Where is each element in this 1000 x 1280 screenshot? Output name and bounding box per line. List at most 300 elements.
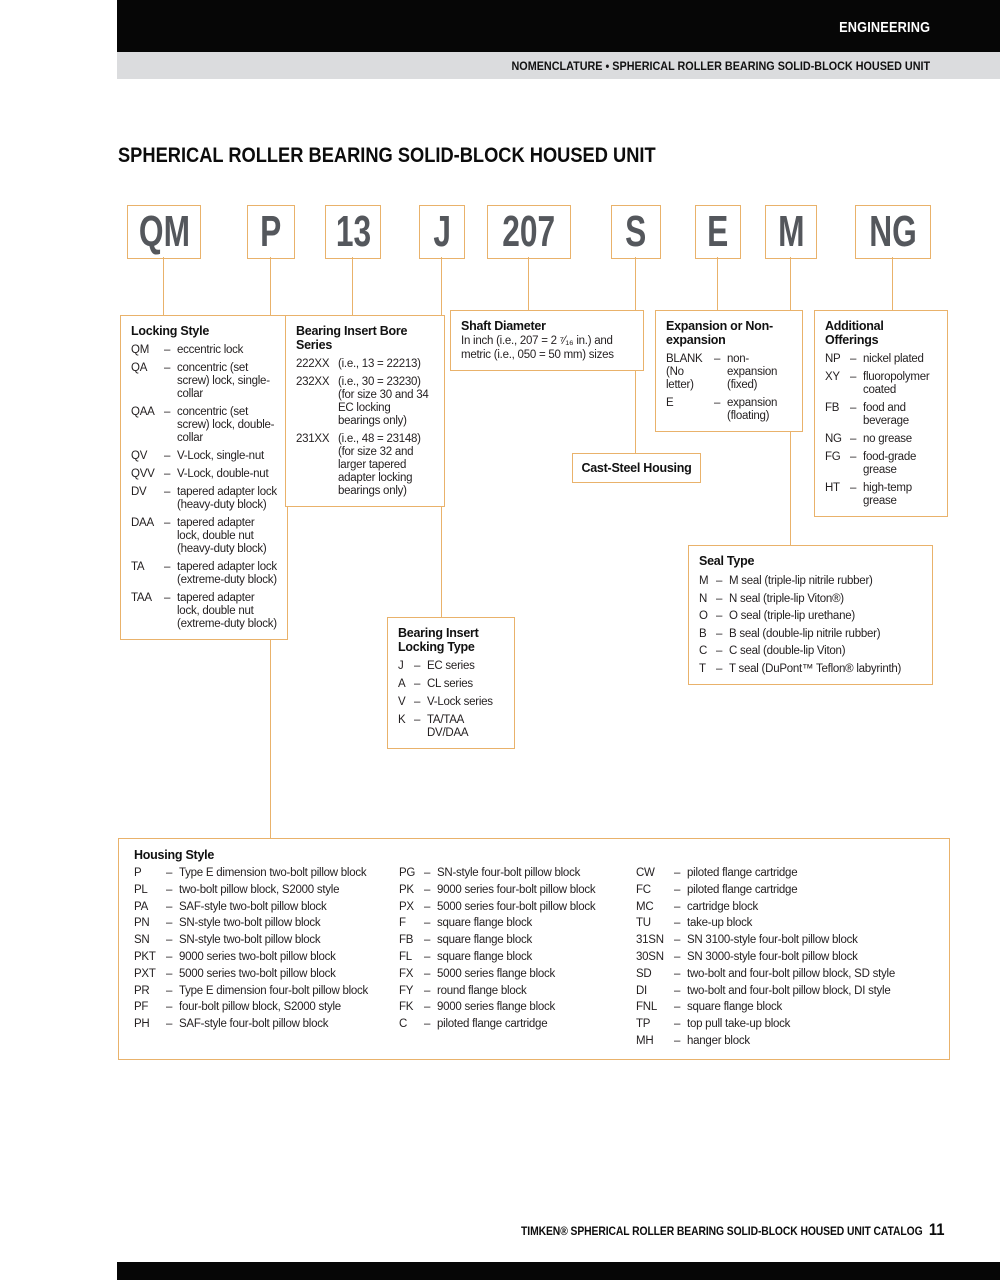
part-segment-text: M [777,207,805,256]
item-desc: SN-style two-bolt pillow block [179,934,321,947]
code-item [636,915,934,932]
item-dash: – [166,950,173,963]
item-desc: V-Lock, single-nut [177,450,264,462]
part-segment-cast-steel [611,205,661,259]
part-segment-expansion [695,205,741,259]
item-dash: – [424,900,431,913]
item-desc: square flange block [437,950,532,963]
item-dash: – [850,433,857,445]
code-item [399,966,636,983]
item-desc: tapered adapter lock (extreme-duty block) [177,561,277,586]
item-dash: – [674,883,681,896]
item-code: PX [399,900,414,913]
code-item [399,899,636,916]
item-code: 31SN [636,934,664,947]
item-code: FB [825,402,840,414]
item-dash: – [716,575,723,587]
item-dash: – [674,950,681,963]
code-item [636,949,934,966]
item-dash: – [716,592,723,605]
item-desc: V-Lock series [427,696,493,708]
bore-series-box [285,315,445,507]
item-desc: four-bolt pillow block, S2000 style [179,1001,341,1014]
item-dash: – [164,486,171,498]
seal-type-box [688,545,933,685]
item-desc: tapered adapter lock (heavy-duty block) [177,486,277,511]
code-item [134,932,399,949]
item-dash: – [850,371,857,383]
code-item [825,433,937,446]
item-desc: 9000 series flange block [437,1001,556,1014]
code-item [131,517,277,556]
item-dash: – [424,883,431,896]
shaft-diameter-box [450,310,644,371]
item-desc: TA/TAA DV/DAA [427,714,469,739]
item-desc: SN 3000-style four-bolt pillow block [687,950,858,963]
item-code: QAA [131,406,155,418]
item-code: PKT [134,950,156,963]
item-dash: – [164,450,171,462]
code-item [699,574,922,589]
item-code: SN [134,934,150,947]
bore-series-items [296,358,434,498]
additional-offerings-items [825,353,937,508]
item-dash: – [850,402,857,414]
item-code: M [699,575,709,587]
item-code: HT [825,482,840,494]
item-dash: – [716,645,723,657]
part-segment-text: NG [869,207,917,256]
item-dash: – [164,468,171,480]
item-desc: V-Lock, double-nut [177,468,269,480]
code-item [131,406,277,445]
code-item [666,353,792,392]
code-item [636,966,934,983]
item-desc: (i.e., 13 = 22213) [338,358,421,370]
item-code: J [398,660,404,672]
code-item [131,344,277,357]
item-desc: cartridge block [687,900,759,913]
page-footer [521,1221,945,1240]
item-desc: food-grade grease [863,451,917,476]
code-item [131,450,277,463]
item-dash: – [424,950,431,963]
connector-shaft-diameter [528,257,529,310]
item-code: PR [134,984,150,997]
code-item [131,362,277,401]
item-desc: expansion (floating) [727,397,778,422]
part-segment-locking-type [419,205,465,259]
code-item [398,678,504,691]
item-code: C [399,1018,408,1031]
item-code: A [398,678,406,690]
page-number: 11 [929,1221,945,1239]
locking-type-items [398,660,504,740]
bottom-banner [117,1262,1000,1280]
code-item [636,983,934,1000]
code-item [398,714,504,740]
item-code: E [666,397,674,409]
catalog-title: TIMKEN® SPHERICAL ROLLER BEARING SOLID-BLOCK HOUSED UNIT CATALOG [521,1226,923,1238]
item-desc: square flange block [437,917,532,930]
item-desc: N seal (triple-lip Viton®) [729,592,844,605]
item-code: XY [825,371,840,383]
item-code: PXT [134,967,156,980]
box-title: Expansion or Non-expansion [666,319,773,347]
item-code: MH [636,1034,654,1047]
item-desc: piloted flange cartridge [687,867,798,879]
item-code: NG [825,433,842,445]
housing-style-columns [134,865,934,1050]
locking-type-box [387,617,515,749]
breadcrumb-bar [117,52,1000,79]
item-desc: food and beverage [863,402,909,427]
cast-steel-housing-box [572,453,701,483]
item-desc: B seal (double-lip nitrile rubber) [729,627,881,640]
item-code: QM [131,344,150,356]
part-segment-shaft-diameter [487,205,571,259]
item-code: FK [399,1001,414,1014]
item-desc: C seal (double-lip Viton) [729,645,846,657]
item-code: FC [636,883,651,896]
code-item [825,451,937,477]
shaft-diameter-desc: In inch (i.e., 207 = 2 ⁷⁄₁₆ in.) and metric (i.e., 050 = 50 mm) sizes [461,335,614,361]
item-dash: – [164,561,171,573]
code-item [399,865,636,882]
code-item [399,949,636,966]
item-desc: piloted flange cartridge [687,883,798,896]
item-desc: hanger block [687,1034,750,1047]
item-desc: (i.e., 48 = 23148) (for size 32 and larger tapered adapter locking bearings only) [338,433,421,497]
code-item [134,966,399,983]
code-item [399,932,636,949]
item-desc: take-up block [687,917,753,930]
code-item [134,949,399,966]
item-code: NP [825,353,841,365]
item-code: MC [636,900,654,913]
code-item [636,999,934,1016]
item-code: 232XX [296,376,330,388]
item-code: K [398,714,406,726]
item-code: N [699,592,708,605]
item-desc: 5000 series two-bolt pillow block [179,967,336,980]
item-desc: O seal (triple-lip urethane) [729,610,855,622]
item-dash: – [424,917,431,930]
code-item [399,915,636,932]
code-item [399,999,636,1016]
item-dash: – [716,662,723,675]
item-dash: – [164,344,171,356]
item-code: PG [399,867,416,879]
item-code: P [134,867,142,879]
item-code: DI [636,984,647,997]
code-item [131,468,277,481]
part-segment-text: 13 [335,207,371,256]
code-item [699,627,922,642]
breadcrumb: NOMENCLATURE • SPHERICAL ROLLER BEARING SOLID-BLOCK HOUSED UNIT [511,59,930,73]
housing-style-col2 [399,865,636,1050]
item-desc: CL series [427,678,473,690]
item-code: C [699,645,708,657]
code-item [666,397,792,423]
item-desc: eccentric lock [177,344,244,356]
part-segment-text: S [625,207,647,256]
item-dash: – [414,696,421,708]
item-dash: – [716,610,723,622]
code-item [134,983,399,1000]
item-desc: two-bolt and four-bolt pillow block, DI style [687,984,891,997]
item-desc: M seal (triple-lip nitrile rubber) [729,575,873,587]
code-item [825,482,937,508]
item-code: B [699,627,707,640]
part-segment-text: P [260,207,282,256]
code-item [825,402,937,428]
item-desc: 9000 series two-bolt pillow block [179,950,336,963]
item-dash: – [424,1018,431,1031]
item-desc: SN-style two-bolt pillow block [179,917,321,930]
box-title: Housing Style [134,848,215,862]
item-desc: nickel plated [863,353,924,365]
item-code: DV [131,486,147,498]
item-code: 231XX [296,433,330,445]
item-code: 222XX [296,358,330,370]
item-code: TP [636,1018,651,1031]
item-desc: Type E dimension four-bolt pillow block [179,984,369,997]
item-desc: non-expansion (fixed) [727,353,778,391]
item-desc: concentric (set screw) lock, single-collar [177,362,270,400]
part-segment-locking-style [127,205,201,259]
item-desc: tapered adapter lock, double nut (heavy-duty block) [177,517,267,555]
item-desc: top pull take-up block [687,1018,791,1031]
code-item [134,899,399,916]
item-dash: – [850,353,857,365]
item-desc: concentric (set screw) lock, double-collar [177,406,275,444]
item-dash: – [674,1001,681,1014]
item-dash: – [166,867,173,879]
item-dash: – [674,867,681,879]
item-dash: – [164,517,171,529]
item-dash: – [674,934,681,947]
item-dash: – [414,714,421,726]
code-item [296,433,434,498]
code-item [825,353,937,366]
item-desc: piloted flange cartridge [437,1018,548,1031]
item-code: F [399,917,406,930]
item-desc: high-temp grease [863,482,912,507]
box-title: Additional Offerings [825,319,884,347]
item-code: O [699,610,708,622]
item-desc: 5000 series flange block [437,967,556,980]
connector-additional [892,257,893,310]
item-code: FL [399,950,412,963]
housing-style-box [118,838,950,1060]
item-dash: – [674,967,681,980]
code-item [134,882,399,899]
item-dash: – [714,353,721,365]
item-dash: – [674,900,681,913]
part-segment-text: J [433,207,451,256]
item-code: TA [131,561,145,573]
item-desc: T seal (DuPont™ Teflon® labyrinth) [729,662,902,675]
section-label: ENGINEERING [838,19,930,36]
expansion-box [655,310,803,432]
item-desc: (i.e., 30 = 23230) (for size 30 and 34 EC locking bearings only) [338,376,429,427]
item-dash: – [674,1034,681,1047]
item-dash: – [424,1001,431,1014]
item-code: V [398,696,406,708]
item-dash: – [716,627,723,640]
item-desc: tapered adapter lock, double nut (extreme-duty block) [177,592,277,630]
code-item [636,882,934,899]
item-code: T [699,662,706,675]
box-title: Locking Style [131,324,210,338]
item-desc: no grease [863,433,912,445]
code-item [399,983,636,1000]
item-code: SD [636,967,652,980]
item-code: PA [134,900,148,913]
item-dash: – [414,660,421,672]
connector-bore-series [352,257,353,315]
part-segment-text: QM [138,207,190,256]
code-item [296,358,434,371]
item-dash: – [674,917,681,930]
code-item [131,592,277,631]
additional-offerings-box [814,310,948,517]
item-dash: – [674,984,681,997]
item-desc: 9000 series four-bolt pillow block [437,883,596,896]
item-dash: – [414,678,421,690]
item-code: QVV [131,468,155,480]
code-item [131,561,277,587]
item-code: FG [825,451,841,463]
item-desc: two-bolt pillow block, S2000 style [179,883,340,896]
item-code: PF [134,1001,149,1014]
housing-style-col1 [134,865,399,1050]
item-code: PK [399,883,414,896]
box-title: Seal Type [699,554,755,568]
code-item [399,882,636,899]
code-item [699,662,922,677]
expansion-items [666,353,792,423]
box-title: Shaft Diameter [461,319,546,333]
code-item [134,865,399,882]
code-item [825,371,937,397]
item-desc: Type E dimension two-bolt pillow block [179,867,367,879]
item-code: QV [131,450,148,462]
part-segment-bore-series [325,205,381,259]
locking-style-box [120,315,288,640]
item-code: FY [399,984,414,997]
item-desc: square flange block [687,1001,782,1014]
item-dash: – [166,934,173,947]
item-dash: – [166,917,173,930]
housing-style-col3 [636,865,934,1050]
item-desc: SN-style four-bolt pillow block [437,867,581,879]
item-dash: – [166,883,173,896]
item-code: FB [399,934,414,947]
item-code: TU [636,917,651,930]
item-code: FNL [636,1001,657,1014]
code-item [699,592,922,607]
code-item [636,865,934,882]
item-desc: EC series [427,660,475,672]
item-desc: fluoropolymer coated [863,371,930,396]
item-dash: – [164,406,171,418]
code-item [636,1033,934,1050]
item-code: FX [399,967,414,980]
item-dash: – [424,934,431,947]
locking-style-items [131,344,277,631]
top-banner [117,0,1000,52]
code-item [134,1016,399,1033]
item-dash: – [166,984,173,997]
code-item [134,915,399,932]
item-dash: – [850,451,857,463]
item-dash: – [674,1018,681,1031]
item-dash: – [166,1001,173,1014]
part-segment-seal-type [765,205,817,259]
item-dash: – [166,1018,173,1031]
part-segment-text: 207 [502,207,556,256]
connector-expansion [717,257,718,310]
seal-type-items [699,574,922,676]
item-dash: – [424,967,431,980]
item-code: TAA [131,592,152,604]
code-item [131,486,277,512]
page-title: SPHERICAL ROLLER BEARING SOLID-BLOCK HOUSED UNIT [118,144,656,167]
item-dash: – [164,592,171,604]
code-item [636,899,934,916]
item-code: BLANK (No letter) [666,353,703,391]
item-code: 30SN [636,950,664,963]
item-desc: 5000 series four-bolt pillow block [437,900,596,913]
item-code: PH [134,1018,150,1031]
code-item [296,376,434,428]
code-item [699,644,922,659]
item-desc: SN 3100-style four-bolt pillow block [687,934,858,947]
box-title: Bearing Insert Locking Type [398,626,479,654]
code-item [636,932,934,949]
item-desc: SAF-style two-bolt pillow block [179,900,327,913]
item-dash: – [166,967,173,980]
code-item [699,609,922,624]
code-item [398,660,504,673]
part-segment-housing-style [247,205,295,259]
item-code: QA [131,362,148,374]
item-dash: – [424,984,431,997]
part-segment-additional [855,205,931,259]
code-item [636,1016,934,1033]
item-dash: – [714,397,721,409]
item-code: DAA [131,517,154,529]
part-segment-text: E [707,207,729,256]
item-desc: SAF-style four-bolt pillow block [179,1018,329,1031]
item-code: PL [134,883,148,896]
box-title: Cast-Steel Housing [581,461,692,475]
item-code: CW [636,867,655,879]
item-dash: – [166,900,173,913]
code-item [399,1016,636,1033]
item-code: PN [134,917,150,930]
item-desc: round flange block [437,984,527,997]
item-dash: – [424,867,431,879]
item-dash: – [850,482,857,494]
code-item [134,999,399,1016]
box-title: Bearing Insert Bore Series [296,324,408,352]
item-dash: – [164,362,171,374]
connector-locking-style [163,257,164,315]
item-desc: two-bolt and four-bolt pillow block, SD style [687,967,895,980]
